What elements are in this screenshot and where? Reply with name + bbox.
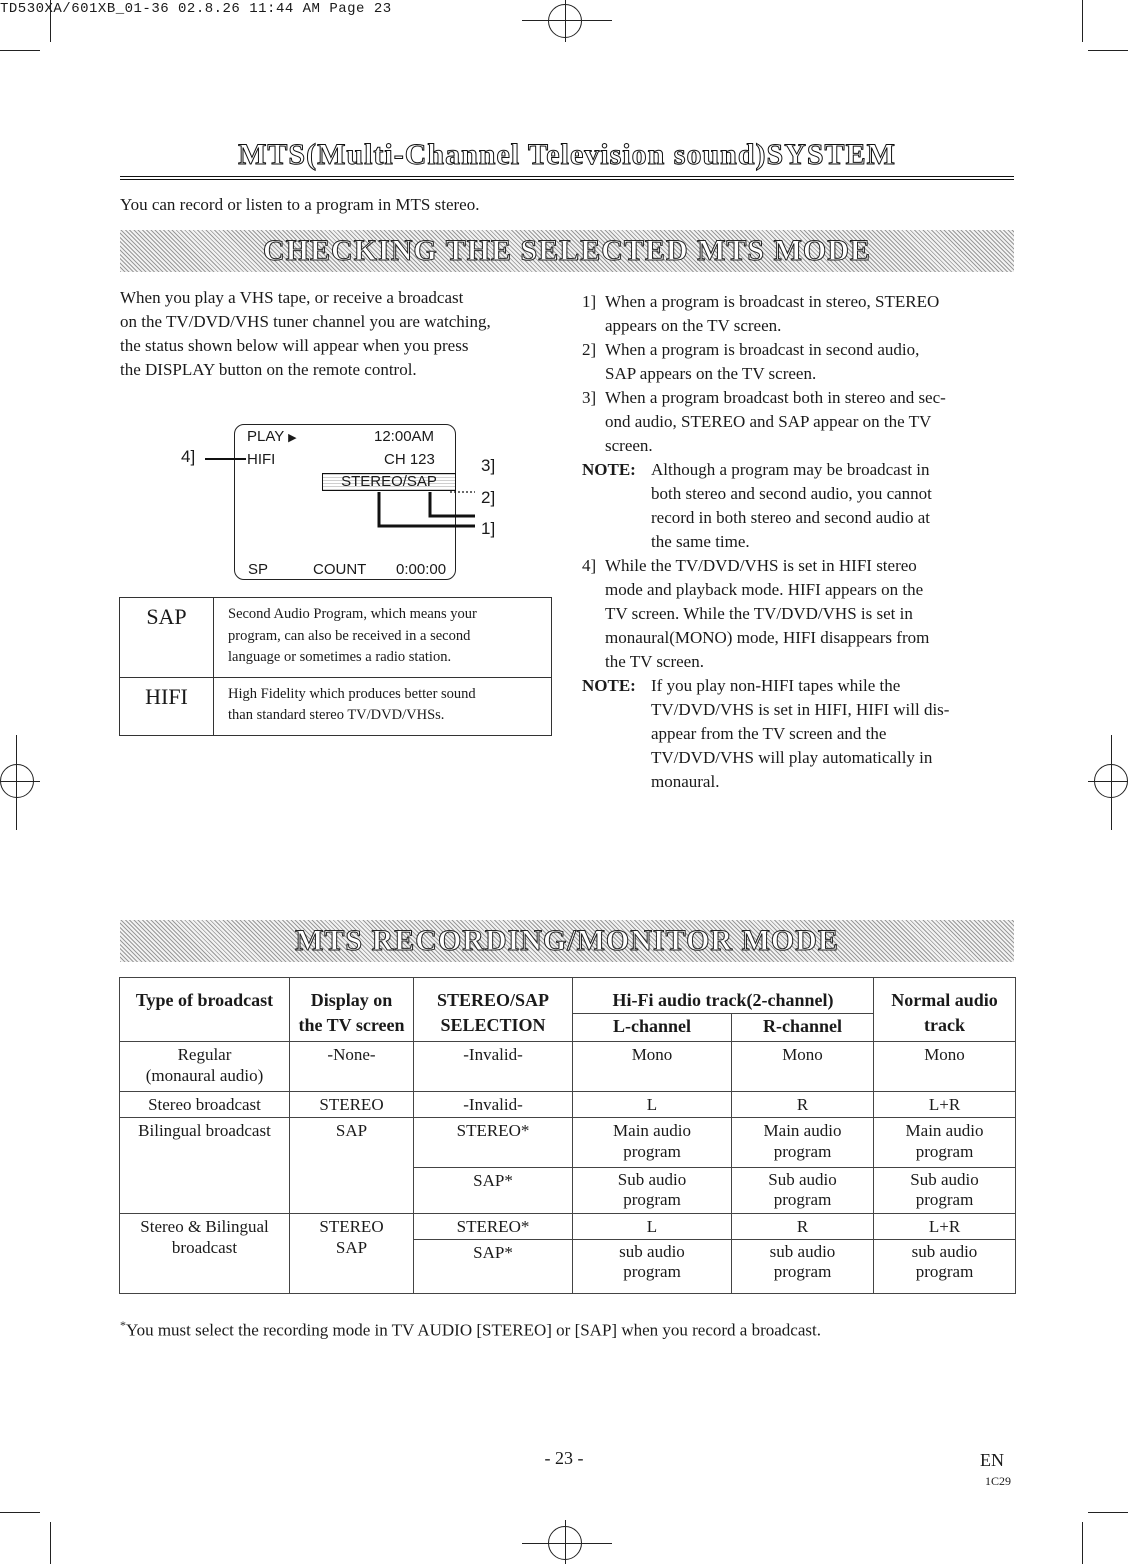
table-cell: -None- bbox=[290, 1042, 414, 1092]
section-banner-checking bbox=[120, 230, 1014, 272]
screen-count-value: 0:00:00 bbox=[396, 561, 447, 578]
table-cell: L+R bbox=[874, 1214, 1016, 1240]
callout-4: 4] bbox=[181, 447, 196, 466]
text-line: on the TV/DVD/VHS tuner channel you are watching, bbox=[120, 312, 491, 331]
page-title: MTS(Multi-Channel Television sound)SYSTEM bbox=[238, 138, 896, 171]
table-cell: Stereo broadcast bbox=[120, 1092, 290, 1118]
table-cell: STEREO* bbox=[414, 1214, 573, 1240]
section-banner-label: CHECKING THE SELECTED MTS MODE bbox=[263, 234, 871, 267]
list-item: 3] When a program broadcast both in stereo and sec- ond audio, STEREO and SAP appear on the TV screen. bbox=[582, 388, 946, 455]
screen-sp: SP bbox=[248, 561, 269, 578]
table-header-row bbox=[120, 978, 1016, 1014]
crop-mark bbox=[0, 50, 40, 51]
table-cell: sub audio program bbox=[874, 1240, 1016, 1294]
section-banner-label: MTS RECORDING/MONITOR MODE bbox=[295, 924, 839, 957]
header-normal: Normal audio track bbox=[874, 978, 1016, 1042]
definition-text: Second Audio Program, which means your program, can also be received in a second language or sometimes a radio station. bbox=[214, 598, 552, 678]
callout-1: 1] bbox=[481, 519, 496, 538]
table-cell: Mono bbox=[732, 1042, 874, 1092]
table-cell: STEREO bbox=[290, 1092, 414, 1118]
table-cell: STEREO* bbox=[414, 1118, 573, 1168]
list-item: 4] While the TV/DVD/VHS is set in HIFI stereo mode and playback mode. HIFI appears on the TV screen. While the TV/DVD/VHS is set in monaural(MONO) mode, HIFI disappears from the TV screen. bbox=[582, 556, 930, 671]
header-display: Display on the TV screen bbox=[290, 978, 414, 1042]
definition-term: SAP bbox=[120, 598, 214, 678]
table-cell: sub audio program bbox=[573, 1240, 732, 1294]
table-cell: SAP* bbox=[414, 1240, 573, 1294]
screen-play-label: PLAY ▶ bbox=[247, 428, 297, 445]
callout-2: 2] bbox=[481, 488, 496, 507]
table-cell: SAP* bbox=[414, 1168, 573, 1214]
table-cell: Sub audio program bbox=[874, 1168, 1016, 1214]
text-line: the DISPLAY button on the remote control. bbox=[120, 360, 417, 379]
mode-explanations bbox=[582, 290, 1014, 794]
screen-channel: CH 123 bbox=[384, 451, 435, 468]
title-divider bbox=[120, 176, 1014, 180]
crop-mark bbox=[50, 1522, 51, 1564]
crop-mark bbox=[1111, 735, 1112, 830]
crop-mark bbox=[1082, 0, 1083, 42]
mts-mode-table bbox=[119, 977, 1016, 1294]
section-banner-recording bbox=[120, 920, 1014, 962]
header-hifi: Hi-Fi audio track(2-channel) bbox=[573, 978, 874, 1014]
play-icon: ▶ bbox=[288, 432, 297, 444]
note: NOTE: Although a program may be broadcast in both stereo and second audio, you cannot record in both stereo and second audio at the same time. bbox=[582, 460, 932, 551]
screen-count-label: COUNT bbox=[313, 561, 367, 578]
table-cell: sub audio program bbox=[732, 1240, 874, 1294]
table-cell: L+R bbox=[874, 1092, 1016, 1118]
table-cell: R bbox=[732, 1092, 874, 1118]
crop-mark bbox=[522, 20, 612, 21]
callout-3: 3] bbox=[481, 456, 496, 475]
callout-lines bbox=[150, 420, 510, 550]
table-cell: -Invalid- bbox=[414, 1042, 573, 1092]
screen-stereo-sap: STEREO/SAP bbox=[322, 473, 456, 491]
definitions-table bbox=[119, 597, 552, 736]
crop-mark bbox=[565, 0, 566, 42]
table-cell: Main audio program bbox=[874, 1118, 1016, 1168]
language-code: EN bbox=[980, 1450, 1004, 1470]
table-cell: Bilingual broadcast bbox=[120, 1118, 290, 1214]
definition-term: HIFI bbox=[120, 677, 214, 735]
table-row bbox=[120, 677, 552, 735]
print-slug: TD530XA/601XB_01-36 02.8.26 11:44 AM Page 23 bbox=[0, 1, 392, 17]
crop-mark bbox=[522, 1543, 612, 1544]
crop-mark bbox=[1088, 50, 1128, 51]
table-cell: Regular (monaural audio) bbox=[120, 1042, 290, 1092]
table-cell: R bbox=[732, 1214, 874, 1240]
table-cell: SAP bbox=[290, 1118, 414, 1214]
table-row bbox=[120, 1214, 1016, 1240]
table-cell: Main audio program bbox=[732, 1118, 874, 1168]
note: NOTE: If you play non-HIFI tapes while the TV/DVD/VHS is set in HIFI, HIFI will dis- appear from the TV screen and the TV/DVD/VHS will play automatically in monaural. bbox=[582, 676, 950, 791]
header-r-channel: R-channel bbox=[732, 1014, 874, 1042]
table-cell: Sub audio program bbox=[573, 1168, 732, 1214]
table-cell: Stereo & Bilingual broadcast bbox=[120, 1214, 290, 1294]
document-code: 1C29 bbox=[985, 1474, 1012, 1488]
crop-mark bbox=[1088, 1512, 1128, 1513]
header-type: Type of broadcast bbox=[120, 978, 290, 1042]
table-row bbox=[120, 1042, 1016, 1092]
header-selection: STEREO/SAP SELECTION bbox=[414, 978, 573, 1042]
definition-text: High Fidelity which produces better sound than standard stereo TV/DVD/VHSs. bbox=[214, 677, 552, 735]
table-cell: STEREO SAP bbox=[290, 1214, 414, 1294]
crop-mark bbox=[1082, 1522, 1083, 1564]
intro-text: You can record or listen to a program in MTS stereo. bbox=[120, 195, 480, 214]
list-item: 2] When a program is broadcast in second audio, SAP appears on the TV screen. bbox=[582, 340, 920, 383]
text-line: When you play a VHS tape, or receive a broadcast bbox=[120, 288, 464, 307]
text-line: the status shown below will appear when you press bbox=[120, 336, 469, 355]
footnote-text: You must select the recording mode in TV AUDIO [STEREO] or [SAP] when you record a broadcast. bbox=[126, 1320, 821, 1340]
footnote-mark: * bbox=[120, 1318, 126, 1332]
table-cell: Mono bbox=[874, 1042, 1016, 1092]
table-cell: Mono bbox=[573, 1042, 732, 1092]
screen-time: 12:00AM bbox=[374, 428, 435, 445]
footnote bbox=[120, 1318, 821, 1341]
page-number: - 23 - bbox=[544, 1448, 584, 1468]
crop-mark bbox=[1088, 781, 1128, 782]
table-cell: -Invalid- bbox=[414, 1092, 573, 1118]
table-cell: L bbox=[573, 1092, 732, 1118]
table-row bbox=[120, 1118, 1016, 1168]
crop-mark bbox=[565, 1520, 566, 1564]
list-item: 1] When a program is broadcast in stereo, STEREO appears on the TV screen. bbox=[582, 292, 940, 335]
crop-mark bbox=[0, 1512, 40, 1513]
crop-mark bbox=[16, 735, 17, 830]
table-row bbox=[120, 1092, 1016, 1118]
header-l-channel: L-channel bbox=[573, 1014, 732, 1042]
table-cell: L bbox=[573, 1214, 732, 1240]
table-row bbox=[120, 598, 552, 678]
crop-mark bbox=[0, 781, 40, 782]
table-cell: Main audio program bbox=[573, 1118, 732, 1168]
screen-hifi: HIFI bbox=[247, 451, 276, 468]
display-instructions bbox=[120, 286, 560, 382]
table-cell: Sub audio program bbox=[732, 1168, 874, 1214]
